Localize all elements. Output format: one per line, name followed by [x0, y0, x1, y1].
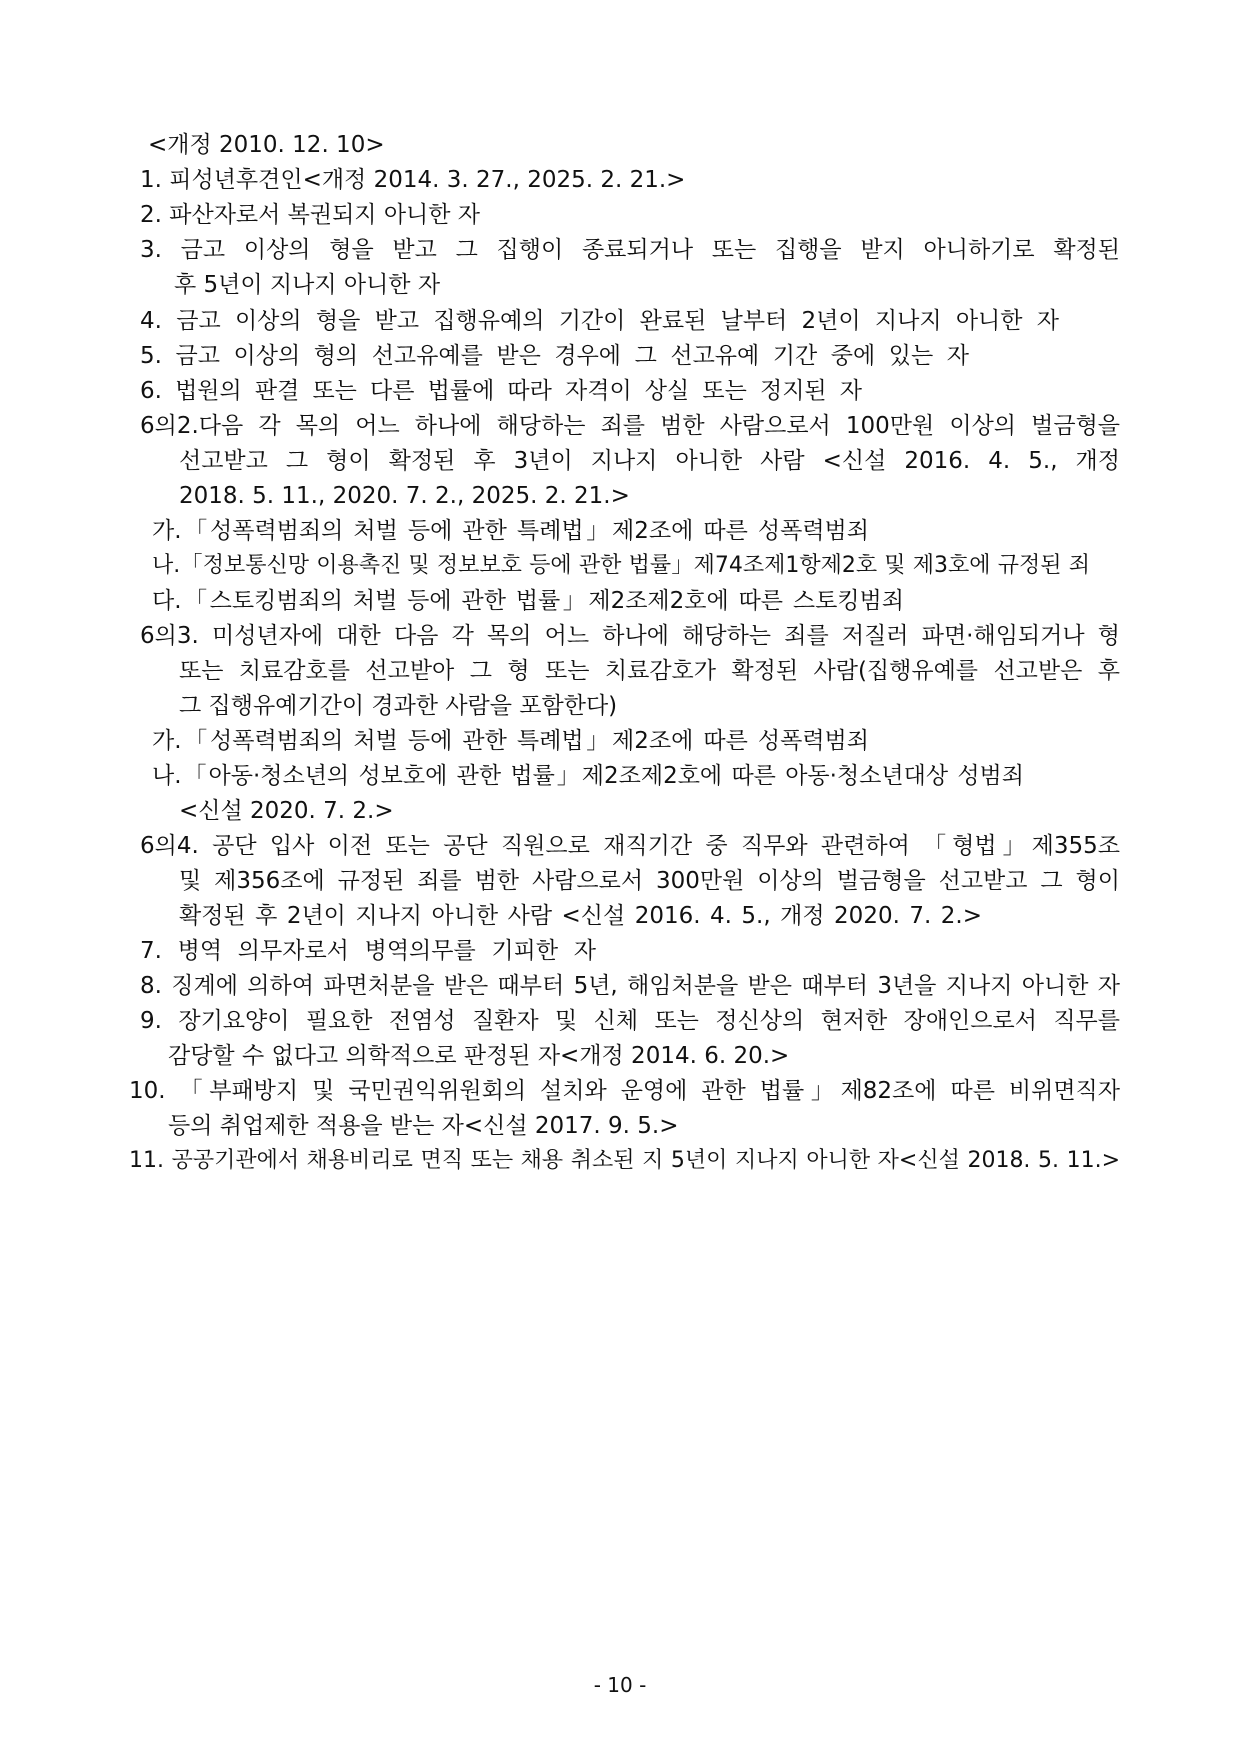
item-6-3-note: <신설 2020. 7. 2.> — [179, 798, 394, 824]
item-6-3-sub-ga: 가.「성폭력범죄의 처벌 등에 관한 특례법」제2조에 따른 성폭력범죄 — [152, 728, 869, 754]
item-9: 9. 장기요양이 필요한 전염성 질환자 및 신체 또는 정신상의 현저한 장애인으로서 직무를 — [140, 1008, 1120, 1034]
item-1: 1. 피성년후견인<개정 2014. 3. 27., 2025. 2. 21.> — [140, 167, 686, 193]
item-7: 7. 병역 의무자로서 병역의무를 기피한 자 — [140, 938, 596, 964]
item-9-continued: 감당할 수 없다고 의학적으로 판정된 자<개정 2014. 6. 20.> — [168, 1043, 790, 1069]
item-2: 2. 파산자로서 복권되지 아니한 자 — [140, 202, 481, 228]
item-10: 10. 「부패방지 및 국민권익위원회의 설치와 운영에 관한 법률」제82조에 따른 비위면직자 — [129, 1078, 1120, 1104]
item-6-2: 6의2.다음 각 목의 어느 하나에 해당하는 죄를 범한 사람으로서 100만원 이상의 벌금형을 — [140, 413, 1120, 439]
item-6-3-continued-2: 그 집행유예기간이 경과한 사람을 포함한다) — [179, 693, 618, 719]
item-8: 8. 징계에 의하여 파면처분을 받은 때부터 5년, 해임처분을 받은 때부터 3년을 지나지 아니한 자 — [140, 973, 1120, 999]
item-10-continued: 등의 취업제한 적용을 받는 자<신설 2017. 9. 5.> — [168, 1113, 679, 1139]
item-3-continued: 후 5년이 지나지 아니한 자 — [174, 272, 441, 298]
item-6-2-sub-da: 다.「스토킹범죄의 처벌 등에 관한 법률」제2조제2호에 따른 스토킹범죄 — [152, 588, 904, 614]
item-6-3-sub-na: 나.「아동·청소년의 성보호에 관한 법률」제2조제2호에 따른 아동·청소년대상 성범죄 — [152, 763, 1024, 789]
item-6: 6. 법원의 판결 또는 다른 법률에 따라 자격이 상실 또는 정지된 자 — [140, 378, 862, 404]
item-6-4: 6의4. 공단 입사 이전 또는 공단 직원으로 재직기간 중 직무와 관련하여 「형법」제355조 — [140, 833, 1120, 859]
item-5: 5. 금고 이상의 형의 선고유예를 받은 경우에 그 선고유예 기간 중에 있는 자 — [140, 343, 969, 369]
item-6-2-sub-na: 나.「정보통신망 이용촉진 및 정보보호 등에 관한 법률」제74조제1항제2호 및 제3호에 규정된 죄 — [152, 553, 1090, 578]
amendment-note: <개정 2010. 12. 10> — [148, 132, 385, 158]
item-6-3-continued: 또는 치료감호를 선고받아 그 형 또는 치료감호가 확정된 사람(집행유예를 선고받은 후 — [179, 658, 1120, 684]
item-6-2-continued: 선고받고 그 형이 확정된 후 3년이 지나지 아니한 사람 <신설 2016. 4. 5., 개정 — [179, 448, 1120, 474]
item-4: 4. 금고 이상의 형을 받고 집행유예의 기간이 완료된 날부터 2년이 지나지 아니한 자 — [140, 308, 1059, 334]
item-3: 3. 금고 이상의 형을 받고 그 집행이 종료되거나 또는 집행을 받지 아니하기로 확정된 — [140, 237, 1120, 263]
item-6-4-continued-2: 확정된 후 2년이 지나지 아니한 사람 <신설 2016. 4. 5., 개정 2020. 7. 2.> — [179, 903, 982, 929]
item-6-3: 6의3. 미성년자에 대한 다음 각 목의 어느 하나에 해당하는 죄를 저질러 파면·해임되거나 형 — [140, 623, 1120, 649]
item-6-4-continued: 및 제356조에 규정된 죄를 범한 사람으로서 300만원 이상의 벌금형을 선고받고 그 형이 — [179, 868, 1120, 894]
item-11: 11. 공공기관에서 채용비리로 면직 또는 채용 취소된 지 5년이 지나지 아니한 자<신설 2018. 5. 11.> — [129, 1148, 1120, 1173]
item-6-2-sub-ga: 가.「성폭력범죄의 처벌 등에 관한 특례법」제2조에 따른 성폭력범죄 — [152, 518, 869, 544]
item-6-2-continued-date: 2018. 5. 11., 2020. 7. 2., 2025. 2. 21.> — [179, 483, 630, 509]
page-number: - 10 - — [593, 1673, 647, 1697]
